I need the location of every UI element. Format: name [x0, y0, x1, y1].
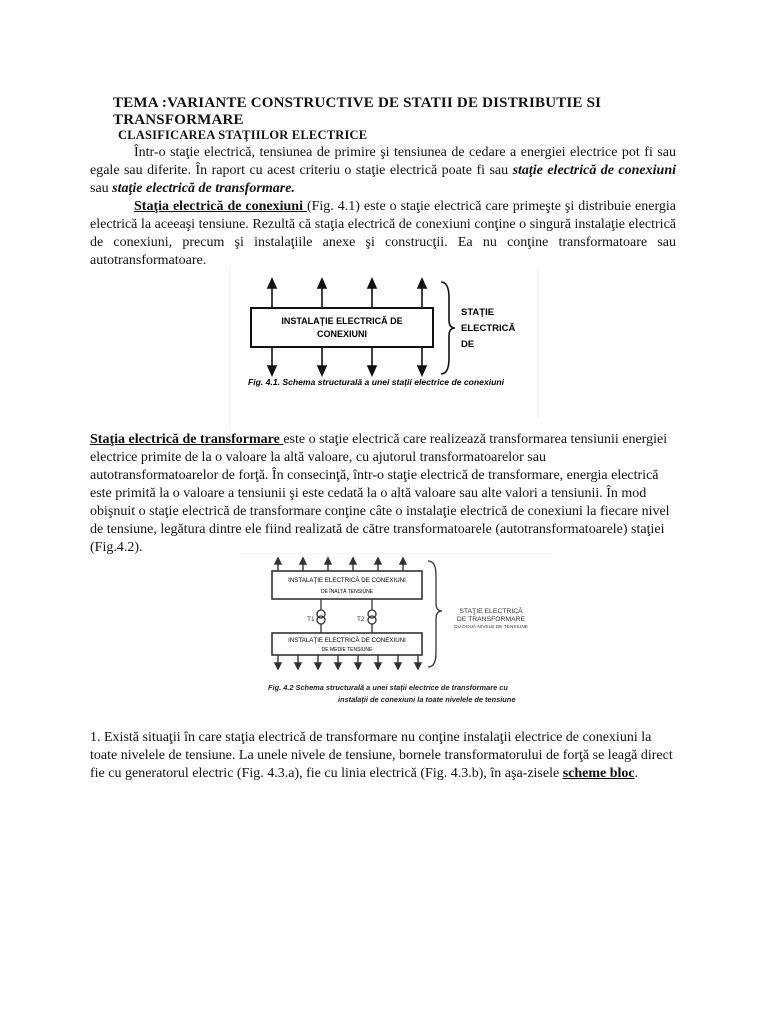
fig2-side-label-2: DE TRANSFORMARE [456, 616, 526, 623]
scheme-bloc-end: . [634, 766, 639, 781]
figure-4-2-diagram [240, 553, 554, 713]
title-line2: TRANSFORMARE [113, 112, 244, 128]
side-label-3: DE [461, 339, 475, 350]
box-label-2: CONEXIUNI [316, 329, 368, 339]
side-label-1: STAŢIE [461, 307, 495, 318]
t2-label: T2 [357, 616, 365, 623]
input-arrows [268, 279, 426, 308]
t1-label: T1 [307, 616, 315, 623]
transformare-text: este o staţie electrică care realizează transformarea tensiunii energiei electrice primite de la o valoare la altă valoare, cu ajutorul transformatoarelor sau autotransformatoarelor de forţă. În consecinţă, într-o staţie electrică de transformare, energia electrică este primită la o valoare a tensiunii şi este cedată la o altă valoare sau alte valori a tensiunii. În mod obişnuit o staţie electrică de transformare conţine câte o instalaţie electrică de conexiuni la fiecare nivel de tensiune, legătura dintre ele fiind realizată de către transformatoarele (autotransformatoarele) staţiei (Fig.4.2). [90, 432, 670, 555]
transformer-t2-icon [368, 599, 376, 633]
scheme-bloc-text: 1. Există situaţii în care staţia electrică de transformare nu conţine instalaţii electrice de conexiuni la toate nivelele de tensiune. La unele nivele de tensiune, bornele transformatorului de forţă se leagă direct fie cu generatorul electric (Fig. 4.3.a), fie cu linia electrică (Fig. 4.3.b), în aşa-zisele [90, 730, 673, 781]
paragraph-scheme-bloc [90, 729, 676, 783]
term-statia-conexiuni: Staţia electrică de conexiuni [134, 199, 307, 214]
figure-4-1 [229, 268, 539, 428]
hv-input-arrows [275, 558, 406, 571]
paragraph-intro [90, 144, 676, 198]
figure-4-1-caption: Fig. 4.1. Schema structurală a unei staţii electrice de conexiuni [248, 377, 504, 387]
hv-box-label-2: DE ÎNALTĂ TENSIUNE [320, 589, 374, 595]
title-line1: TEMA :VARIANTE CONSTRUCTIVE DE STATII DE DISTRIBUTIE SI [113, 95, 602, 111]
brace-icon [441, 282, 455, 374]
mv-output-arrows [275, 655, 421, 669]
figure-4-1-diagram [229, 268, 539, 428]
box-label-1: INSTALAŢIE ELECTRICĂ DE [281, 316, 403, 326]
page-title [113, 95, 673, 129]
term-conexiuni-station: staţie electrică de conexiuni [512, 163, 676, 178]
brace-icon [428, 561, 442, 667]
fig2-side-label-1: STAŢIE ELECTRICĂ [459, 608, 523, 615]
intro-text-or: sau [90, 181, 113, 196]
figure-4-2 [240, 553, 554, 713]
term-transformare-station: staţie electrică de transformare. [112, 181, 295, 196]
installation-box [251, 308, 433, 347]
intro-text: Într-o staţie electrică, tensiunea de primire şi tensiunea de cedare a energiei electrice pot fi sau egale sau diferite. În raport cu acest criteriu o staţie electrică poate fi sau [90, 145, 676, 178]
paragraph-conexiuni [90, 198, 676, 270]
paragraph-transformare [90, 431, 676, 557]
mv-box-label-2: DE MEDIE TENSIUNE [321, 647, 373, 653]
transformer-t1-icon [317, 599, 325, 633]
term-statia-transformare: Staţia electrică de transformare [90, 432, 284, 447]
output-arrows [268, 347, 426, 375]
figure-4-2-caption-2: instalaţii de conexiuni la toate nivelele de tensiune [338, 695, 516, 704]
mv-box-label-1: INSTALAŢIE ELECTRICĂ DE CONEXIUNI [288, 637, 406, 644]
term-scheme-bloc: scheme bloc [562, 766, 635, 781]
conexiuni-text: (Fig. 4.1) este o staţie electrică care primeşte şi distribuie energia electrică la aceeaşi tensiune. Rezultă că staţia electrică de conexiuni conţine o singură instalaţie electrică de conexiuni, precum şi instalaţiile anexe şi construcţii. Ea nu conţine transformatoare sau autotransformatoare. [90, 199, 677, 268]
hv-box-label-1: INSTALAŢIE ELECTRICĂ DE CONEXIUNI [288, 577, 406, 584]
fig2-side-label-3: CU DOUĂ NIVELE DE TENSIUNE [453, 625, 529, 630]
section-heading: CLASIFICAREA STAŢIILOR ELECTRICE [118, 128, 368, 142]
figure-4-2-caption-1: Fig. 4.2 Schema structurală a unei staţii electrice de transformare cu [268, 683, 508, 692]
side-label-2: ELECTRICĂ [461, 323, 516, 334]
